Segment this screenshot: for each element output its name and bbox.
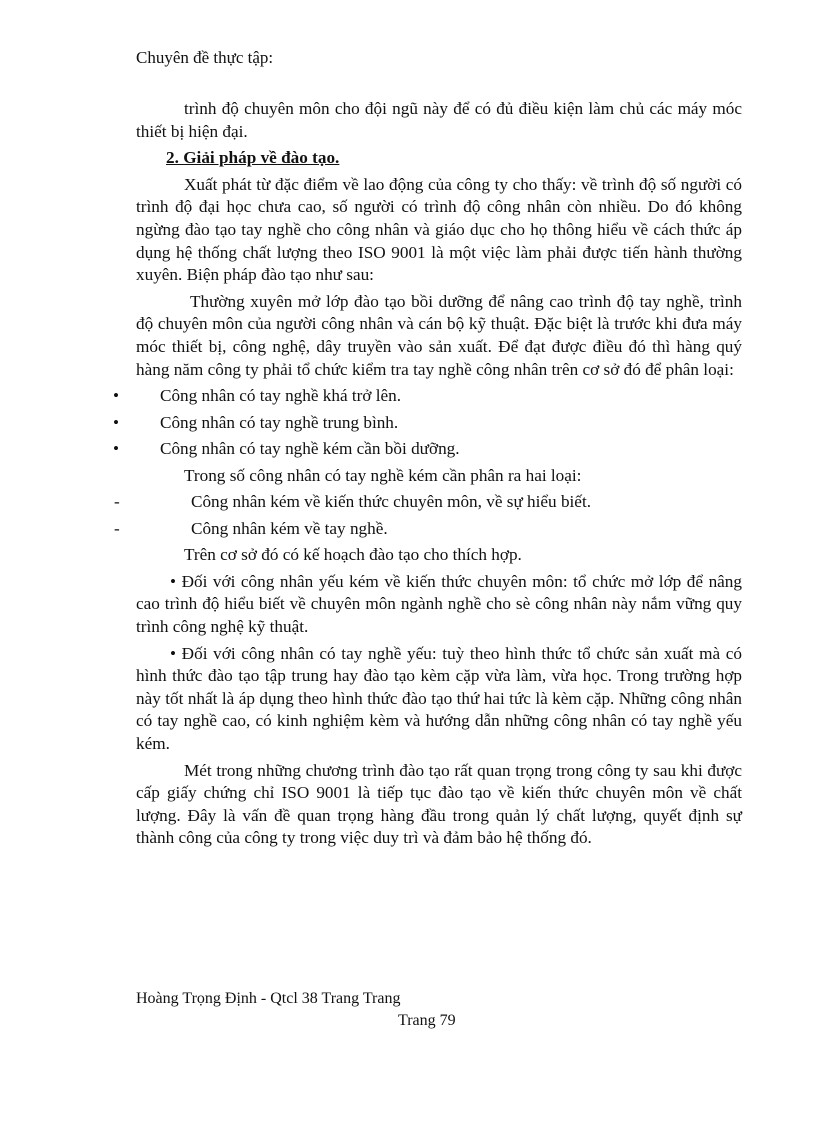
paragraph-7: Mét trong những chương trình đào tạo rất quan trọng trong công ty sau khi được cấp giấy chứng chỉ ISO 9001 là tiếp tục đào tạo về kiến thức chuyên môn về chất lượng. Đây là vấn đề quan trọng hàng đầu trong quản lý chất lượng, quyết định sự thành công của công ty trong việc duy trì và đảm bảo hệ thống đó.	[136, 760, 742, 848]
footer-author: Hoàng Trọng Định - Qtcl 38 Trang Trang	[136, 990, 401, 1007]
list-item	[113, 385, 742, 412]
paragraph-intro-continued: trình độ chuyên môn cho đội ngũ này để có đủ điều kiện làm chủ các máy móc thiết bị hiện đại.	[136, 99, 742, 141]
paragraph-5: • Đối với công nhân yếu kém về kiến thức chuyên môn: tổ chức mở lớp để nâng cao trình độ hiểu biết về chuyên môn ngành nghề cho sè công nhân này nắm vững quy trình công nghệ kỹ thuật.	[136, 571, 742, 636]
list-item	[114, 518, 742, 545]
list-item	[113, 438, 742, 465]
paragraph-6: • Đối với công nhân có tay nghề yếu: tuỳ theo hình thức tổ chức sản xuất mà có hình thức đào tạo tập trung hay đào tạo kèm cặp vừa làm, vừa học. Trong trường hợp này tốt nhất là áp dụng theo hình thức đào tạo thứ hai tức là kèm cặp. Những công nhân có tay nghề cao, có kinh nghiệm kèm và hướng dẫn những công nhân có tay nghề yếu kém.	[136, 643, 742, 753]
list-item-text: Công nhân có tay nghề trung bình.	[160, 412, 399, 432]
page-number: Trang 79	[398, 1012, 456, 1029]
list-item	[114, 491, 742, 518]
document-body	[113, 98, 742, 854]
section-heading: 2. Giải pháp về đào tạo.	[166, 148, 340, 168]
dash-icon: -	[114, 492, 120, 512]
paragraph-1: Xuất phát từ đặc điểm về lao động của công ty cho thấy: về trình độ số người có trình độ đại học chưa cao, số người có trình độ công nhân còn nhiều. Do đó không ngừng đào tạo tay nghề cho công nhân và giáo dục cho họ thông hiểu về cách thức áp dụng hệ thống chất lượng theo ISO 9001 là một việc làm phải được tiến hành thường xuyên. Biện pháp đào tạo như sau:	[136, 174, 742, 285]
list-item-text: Công nhân kém về tay nghề.	[191, 518, 388, 538]
list-item	[113, 412, 742, 439]
bullet-icon: •	[113, 439, 120, 459]
bullet-icon: •	[113, 412, 120, 432]
page-header: Chuyên đề thực tập:	[136, 48, 274, 67]
paragraph-2: Thường xuyên mở lớp đào tạo bồi dưỡng để nâng cao trình độ tay nghề, trình độ chuyên môn của người công nhân và cán bộ kỹ thuật. Đặc biệt là trước khi đưa máy móc thiết bị, công nghệ, dây truyền vào sản xuất. Để đạt được điều đó thì hàng quý hàng năm công ty phải tổ chức kiểm tra tay nghề công nhân trên cơ sở đó để phân loại:	[136, 291, 742, 379]
bullet-icon: •	[113, 386, 120, 406]
list-item-text: Công nhân kém về kiến thức chuyên môn, về sự hiểu biết.	[191, 492, 592, 512]
list-item-text: Công nhân có tay nghề kém cần bồi dưỡng.	[160, 439, 460, 459]
paragraph-4: Trên cơ sở đó có kế hoạch đào tạo cho thích hợp.	[184, 545, 522, 565]
paragraph-3: Trong số công nhân có tay nghề kém cần phân ra hai loại:	[184, 465, 582, 485]
list-item-text: Công nhân có tay nghề khá trở lên.	[160, 386, 402, 406]
dash-icon: -	[114, 518, 120, 538]
